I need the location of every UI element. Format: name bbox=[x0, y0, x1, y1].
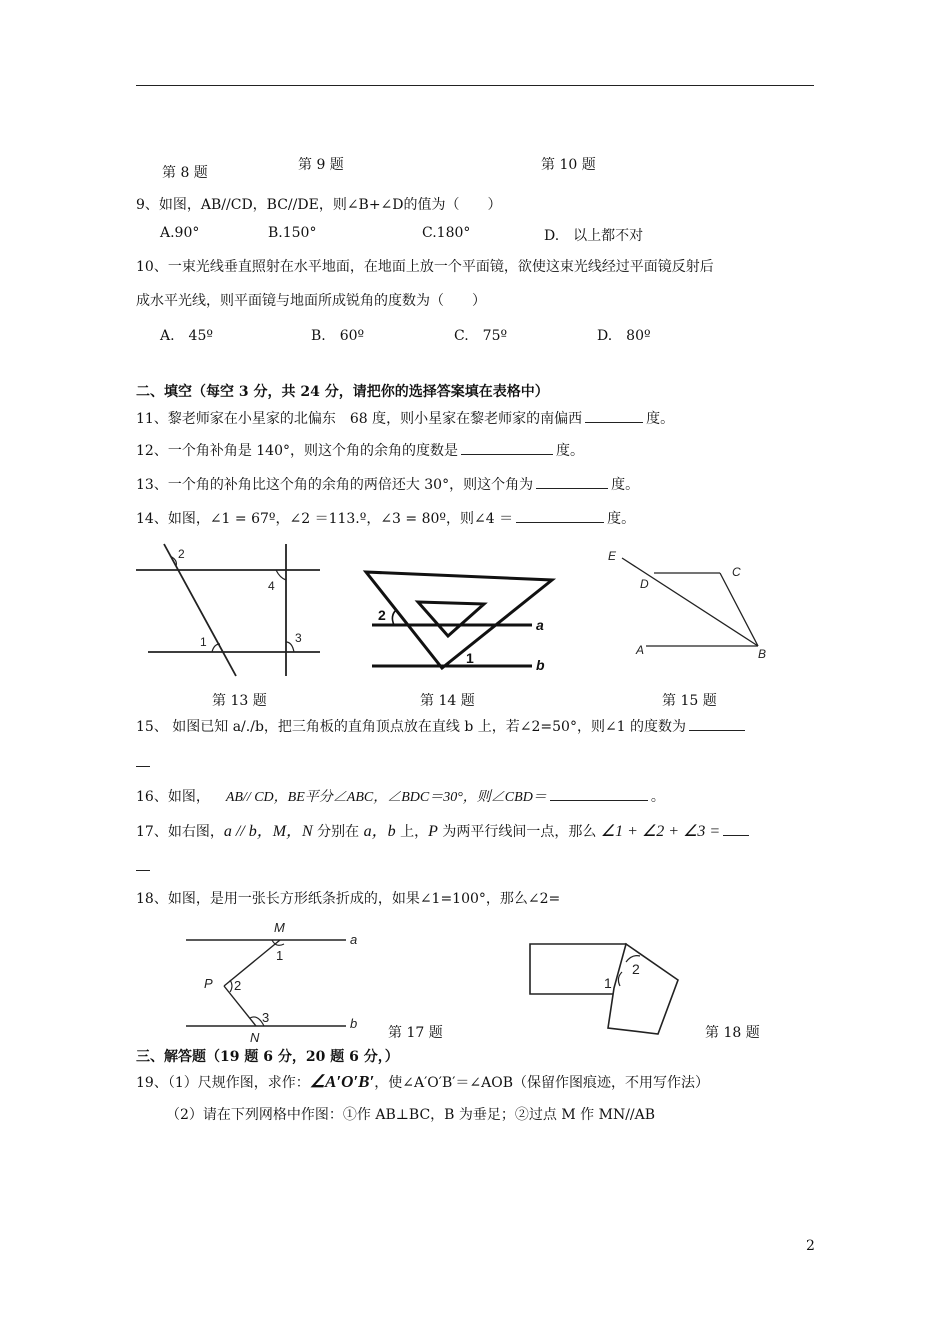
q14-answer-blank[interactable] bbox=[516, 508, 604, 523]
fig18-label-1: 1 bbox=[604, 975, 612, 991]
q13-answer-blank[interactable] bbox=[536, 474, 608, 489]
q15-answer-blank[interactable] bbox=[689, 716, 745, 731]
figure-17 bbox=[180, 914, 370, 1046]
q10-option-d: D. 80º bbox=[597, 328, 651, 344]
fig15-label-C: C bbox=[732, 565, 741, 579]
fig15-label-B: B bbox=[758, 647, 767, 661]
fig17-segment-MP bbox=[224, 940, 280, 986]
q19-part1-suffix: ，使∠A′O′B′＝∠AOB（保留作图痕迹，不用写作法） bbox=[374, 1075, 710, 1091]
q17-answer-blank-cont[interactable] bbox=[136, 856, 150, 875]
fig14-inner-triangle bbox=[418, 602, 484, 636]
q17-text-3: 为两平行线间一点，那么 bbox=[437, 824, 601, 840]
q11-text: 11、黎老师家在小星家的北偏东 68 度，则小星家在黎老师家的南偏西 bbox=[136, 411, 583, 427]
q10-option-c: C. 75º bbox=[454, 328, 508, 344]
figure-13 bbox=[130, 538, 330, 683]
fig13-caption: 第 13 题 bbox=[212, 693, 267, 709]
q14-text: 14、如图，∠1 = 67º，∠2 ＝113.º，∠3 = 80º，则∠4 ＝ bbox=[136, 511, 514, 527]
fig13-label-1: 1 bbox=[200, 635, 207, 649]
figure-18 bbox=[522, 934, 687, 1040]
fig17-label-N: N bbox=[250, 1030, 260, 1045]
q16-answer-blank[interactable] bbox=[550, 786, 648, 801]
caption-q9: 第 9 题 bbox=[298, 157, 344, 173]
q12-text: 12、一个角补角是 140°，则这个角的余角的度数是 bbox=[136, 443, 458, 459]
q12-unit: 度。 bbox=[556, 443, 584, 459]
q17-prefix: 17、如右图， bbox=[136, 824, 224, 840]
fig17-label-1: 1 bbox=[276, 948, 284, 963]
fig13-label-3: 3 bbox=[295, 631, 302, 645]
caption-q8: 第 8 题 bbox=[162, 165, 208, 181]
fig13-label-2: 2 bbox=[178, 547, 185, 561]
fig14-caption: 第 14 题 bbox=[420, 693, 475, 709]
q15-text: 15、 如图已知 a/./b，把三角板的直角顶点放在直线 b 上，若∠2=50°，则∠1 的度数为 bbox=[136, 719, 687, 735]
q19-part1-math: ∠A′O′B′ bbox=[309, 1072, 375, 1091]
q17-math-ab: a // b，M，N bbox=[223, 823, 313, 840]
q16-suffix: 。 bbox=[650, 789, 665, 805]
q17-expression: ∠1 + ∠2 + ∠3 = bbox=[600, 823, 721, 840]
section-2-title: 二、填空（每空 3 分，共 24 分，请把你的选择答案填在表格中） bbox=[136, 384, 549, 400]
figure-15 bbox=[600, 540, 790, 668]
q10-option-b: B. 60º bbox=[311, 328, 365, 344]
fig17-label-M: M bbox=[274, 920, 285, 935]
q14-unit: 度。 bbox=[607, 511, 636, 527]
q9-option-d: D. 以上都不对 bbox=[544, 228, 644, 244]
fig17-label-P: P bbox=[204, 976, 213, 991]
q17-answer-blank[interactable] bbox=[723, 821, 749, 836]
q16-text: AB// CD，BE平分∠ABC，∠BDC＝30°，则∠CBD＝ bbox=[225, 790, 547, 805]
question-9-stem: 9、如图，AB//CD，BC//DE，则∠B+∠D的值为（ ） bbox=[136, 197, 502, 213]
fig18-caption: 第 18 题 bbox=[705, 1025, 760, 1041]
q12-answer-blank[interactable] bbox=[461, 440, 553, 455]
question-10-line2: 成水平光线，则平面镜与地面所成锐角的度数为（ ） bbox=[136, 293, 486, 309]
fig14-label-2: 2 bbox=[378, 607, 386, 623]
q15-answer-blank-cont[interactable] bbox=[136, 752, 150, 771]
q9-option-b: B.150° bbox=[268, 225, 317, 241]
section-3-title: 三、解答题（19 题 6 分，20 题 6 分，） bbox=[136, 1049, 399, 1065]
q11-answer-blank[interactable] bbox=[585, 408, 643, 423]
caption-q10: 第 10 题 bbox=[541, 157, 596, 173]
q17-text-2: 上， bbox=[395, 824, 429, 840]
question-18: 18、如图，是用一张长方形纸条折成的，如果∠1=100°，那么∠2= bbox=[136, 891, 561, 907]
fig14-label-1: 1 bbox=[466, 650, 474, 666]
q13-text: 13、一个角的补角比这个角的余角的两倍还大 30°，则这个角为 bbox=[136, 477, 534, 493]
fig14-label-a: a bbox=[536, 617, 544, 633]
fig17-label-a: a bbox=[350, 932, 358, 947]
fig15-label-A: A bbox=[636, 643, 645, 657]
fig15-caption: 第 15 题 bbox=[662, 693, 717, 709]
fig17-label-b: b bbox=[350, 1016, 358, 1031]
q11-unit: 度。 bbox=[646, 411, 675, 427]
fig15-segment-CB bbox=[720, 573, 758, 646]
fig17-label-2: 2 bbox=[234, 978, 242, 993]
question-11 bbox=[136, 408, 674, 428]
q17-math-lines: a，b bbox=[363, 823, 396, 840]
question-15 bbox=[136, 716, 748, 736]
fig15-label-D: D bbox=[640, 577, 649, 591]
fig18-label-2: 2 bbox=[632, 961, 640, 977]
figure-14 bbox=[360, 560, 560, 676]
q10-option-a: A. 45º bbox=[160, 328, 213, 344]
fig13-label-4: 4 bbox=[268, 579, 275, 593]
fig17-label-3: 3 bbox=[262, 1010, 270, 1025]
fig15-label-E: E bbox=[608, 549, 617, 563]
question-10-line1: 10、一束光线垂直照射在水平地面，在地面上放一个平面镜，欲使这束光线经过平面镜反射后 bbox=[136, 259, 714, 275]
q9-option-c: C.180° bbox=[422, 225, 471, 241]
question-17 bbox=[136, 818, 752, 841]
fig14-label-b: b bbox=[536, 657, 545, 673]
q17-text-1: 分别在 bbox=[312, 824, 364, 840]
q19-part1-prefix: 19、（1）尺规作图，求作： bbox=[136, 1075, 310, 1091]
fig17-caption: 第 17 题 bbox=[388, 1025, 443, 1041]
question-16 bbox=[136, 786, 665, 806]
q13-unit: 度。 bbox=[611, 477, 640, 493]
question-19-part2: （2）请在下列网格中作图：①作 AB⊥BC，B 为垂足；②过点 M 作 MN//AB bbox=[166, 1107, 656, 1123]
fig14-outer-triangle bbox=[366, 572, 552, 668]
question-12 bbox=[136, 440, 584, 460]
q16-prefix: 16、如图， bbox=[136, 789, 210, 805]
question-13 bbox=[136, 474, 639, 494]
header-rule bbox=[136, 85, 814, 86]
fig13-transversal bbox=[164, 544, 236, 676]
q17-math-p: P bbox=[428, 823, 438, 840]
page-number: 2 bbox=[806, 1238, 815, 1254]
question-19-part1 bbox=[136, 1072, 709, 1092]
question-14 bbox=[136, 508, 635, 528]
q9-option-a: A.90° bbox=[160, 225, 200, 241]
